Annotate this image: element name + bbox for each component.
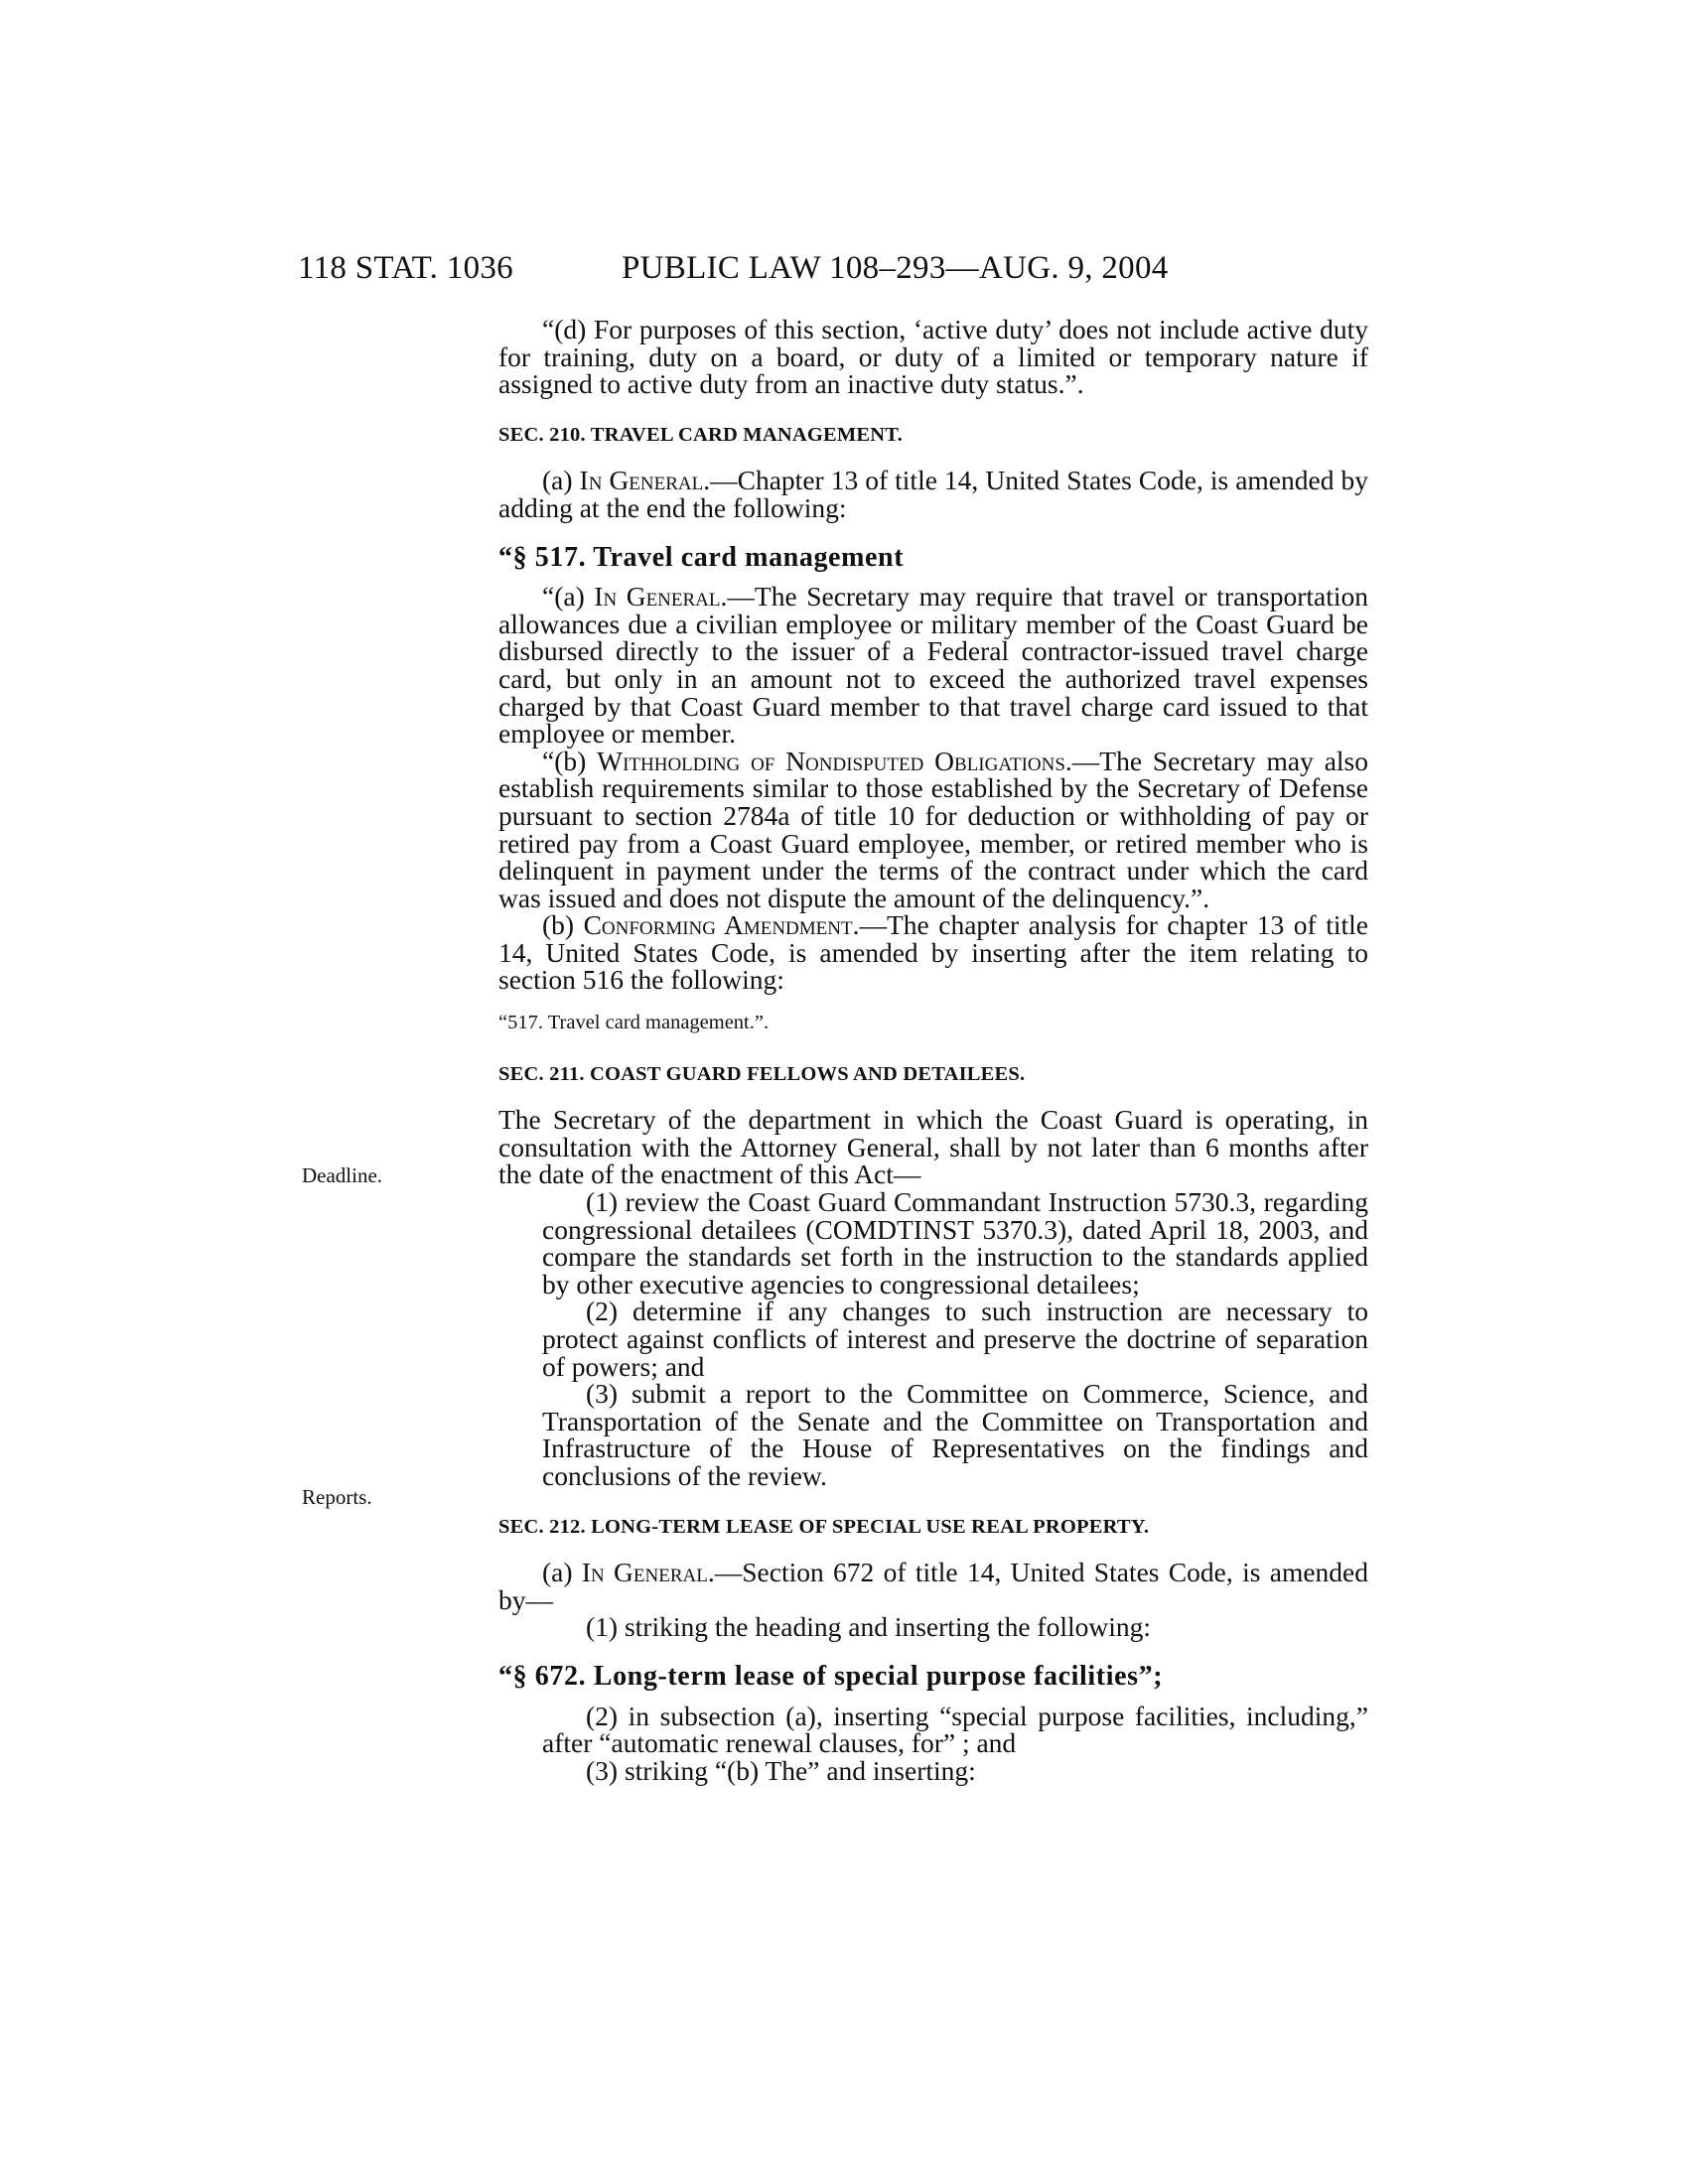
text: —The Secretary may also establish requirements similar to those established by the Secretary of Defense pursuant to section 2784a of title 10 for deduction or withholding of pay or retired pay from a Coast Guard employee, member, or retired member who is delinquent in payment under the terms of the contract under which the card was issued and does not dispute the amount of the delinquency.”. [498, 745, 1368, 913]
section-211-intro: The Secretary of the department in which the Coast Guard is operating, in consultation with the Attorney General, shall by not later than 6 months after the date of the enactment of this Act— [498, 1104, 1368, 1190]
caps-heading: In General. [581, 1557, 715, 1588]
caps-heading: Withholding of Nondisputed Obligations. [597, 745, 1072, 776]
lead: “(a) [542, 581, 595, 613]
section-211-item-3: (3) submit a report to the Committee on Commerce, Science, and Transportation of the Senate and the Committee on Transportation and Infrastructure of the House of Representatives on the findings and conclusions of the review. [542, 1378, 1368, 1491]
paragraph-d: “(d) For purposes of this section, ‘active duty’ does not include active duty for training, duty on a board, or duty of a limited or temporary nature if assigned to active duty from an inactive duty status.”. [498, 314, 1368, 400]
page-header [298, 250, 1169, 287]
lead: (a) [542, 465, 580, 496]
text: —The chapter analysis for chapter 13 of title 14, United States Code, is amended by inserting after the item relating to section 516 the following: [498, 909, 1368, 996]
caps-heading: Conforming Amendment. [583, 909, 860, 941]
section-212-item-1: (1) striking the heading and inserting the following: [586, 1611, 1151, 1643]
section-212-item-2: (2) in subsection (a), inserting “special purpose facilities, including,” after “automatic renewal clauses, for” ; and [542, 1700, 1368, 1759]
lead: (b) [542, 909, 584, 941]
section-212-item-3: (3) striking “(b) The” and inserting: [586, 1754, 976, 1786]
section-212-a [498, 1559, 1368, 1613]
chapter-analysis-item: “517. Travel card management.”. [498, 1012, 770, 1034]
section-210-b [498, 911, 1368, 994]
section-210-a [498, 467, 1368, 521]
lead: (a) [542, 1557, 582, 1588]
margin-note-reports: Reports. [302, 1485, 372, 1509]
text: —Section 672 of title 14, United States Code, is amended by— [498, 1557, 1368, 1615]
lead: “(b) [542, 745, 598, 776]
document-body [498, 316, 1368, 1784]
stat-citation: 118 STAT. 1036 [298, 250, 513, 286]
caps-heading: In General. [579, 465, 711, 496]
text: —Chapter 13 of title 14, United States Code, is amended by adding at the end the following: [498, 465, 1368, 523]
margin-note-deadline: Deadline. [302, 1163, 383, 1187]
section-211-item-2: (2) determine if any changes to such instruction are necessary to protect against conflicts of interest and preserve the doctrine of separation of powers; and [542, 1296, 1368, 1382]
section-210-heading: SEC. 210. TRAVEL CARD MANAGEMENT. [498, 423, 903, 446]
section-517-b [498, 745, 1368, 913]
section-517-subheading: “§ 517. Travel card management [498, 541, 905, 573]
section-211-heading: SEC. 211. COAST GUARD FELLOWS AND DETAILEES. [498, 1062, 1026, 1085]
text: —The Secretary may require that travel or transportation allowances due a civilian employee or military member of the Coast Guard be disbursed directly to the issuer of a Federal contractor-issued travel charge card, but only in an amount not to exceed the authorized travel expenses charged by that Coast Guard member to that travel charge card issued to that employee or member. [498, 581, 1369, 750]
section-517-a [498, 583, 1368, 748]
caps-heading: In General. [594, 581, 728, 613]
section-212-heading: SEC. 212. LONG-TERM LEASE OF SPECIAL USE REAL PROPERTY. [498, 1515, 1150, 1538]
section-672-subheading: “§ 672. Long-term lease of special purpose facilities”; [498, 1660, 1164, 1692]
header-title: PUBLIC LAW 108–293—AUG. 9, 2004 [622, 250, 1169, 286]
section-211-item-1: (1) review the Coast Guard Commandant Instruction 5730.3, regarding congressional detailees (COMDTINST 5370.3), dated April 18, 2003, and compare the standards set forth in the instruction to the standards applied by other executive agencies to congressional detailees; [542, 1186, 1368, 1299]
